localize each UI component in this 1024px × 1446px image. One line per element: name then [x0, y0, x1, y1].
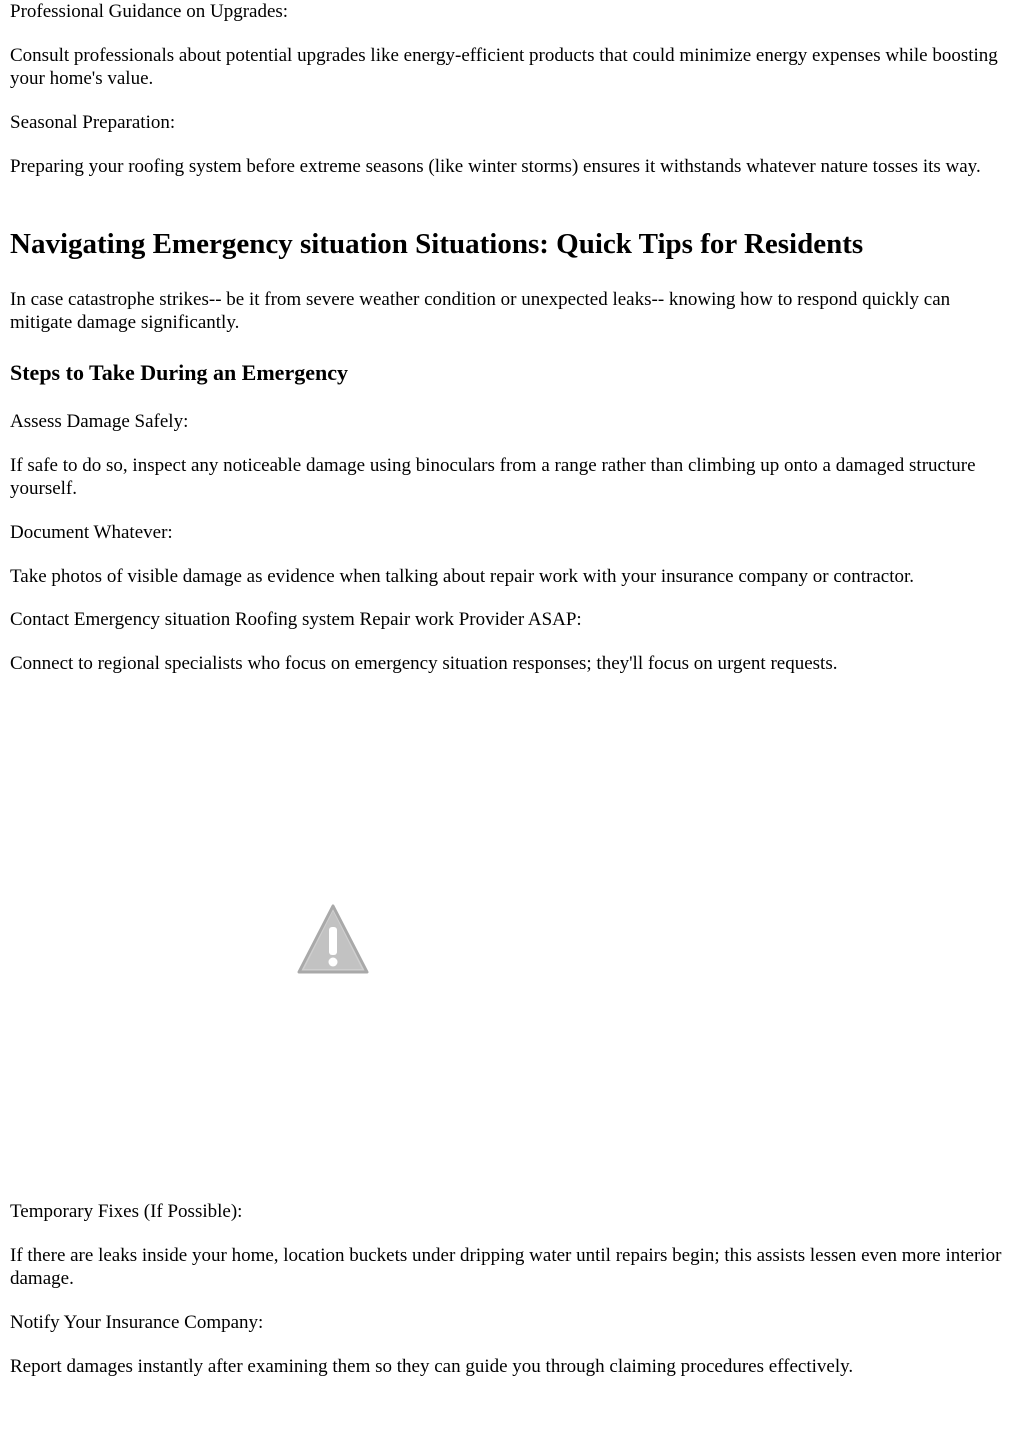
document-paragraph: Take photos of visible damage as evidence when talking about repair work with your insurance company or contractor.	[10, 566, 915, 587]
temporary-label: Temporary Fixes (If Possible):	[10, 1201, 243, 1222]
notify-paragraph: Report damages instantly after examining them so they can guide you through claiming procedures effectively.	[10, 1356, 854, 1377]
seasonal-label: Seasonal Preparation:	[10, 112, 176, 133]
contact-label: Contact Emergency situation Roofing system Repair work Provider ASAP:	[10, 609, 582, 630]
broken-image-warning-icon	[296, 903, 370, 975]
assess-label: Assess Damage Safely:	[10, 411, 189, 432]
emergency-intro-paragraph: In case catastrophe strikes-- be it from severe weather condition or unexpected leaks-- knowing how to respond quickly can mitigate damage significantly.	[10, 289, 951, 333]
document-label: Document Whatever:	[10, 522, 173, 543]
upgrades-paragraph: Consult professionals about potential upgrades like energy-efficient products that could minimize energy expenses while boosting your home's value.	[10, 45, 998, 89]
assess-paragraph: If safe to do so, inspect any noticeable damage using binoculars from a range rather than climbing up onto a damaged structure yourself.	[10, 455, 976, 499]
steps-heading: Steps to Take During an Emergency	[10, 360, 348, 385]
emergency-heading: Navigating Emergency situation Situations: Quick Tips for Residents	[10, 228, 864, 260]
seasonal-paragraph: Preparing your roofing system before extreme seasons (like winter storms) ensures it withstands whatever nature tosses its way.	[10, 156, 981, 177]
notify-label: Notify Your Insurance Company:	[10, 1312, 264, 1333]
upgrades-label: Professional Guidance on Upgrades:	[10, 1, 289, 22]
contact-paragraph: Connect to regional specialists who focus on emergency situation responses; they'll focus on urgent requests.	[10, 653, 838, 674]
temporary-paragraph: If there are leaks inside your home, location buckets under dripping water until repairs begin; this assists lessen even more interior damage.	[10, 1245, 1002, 1289]
